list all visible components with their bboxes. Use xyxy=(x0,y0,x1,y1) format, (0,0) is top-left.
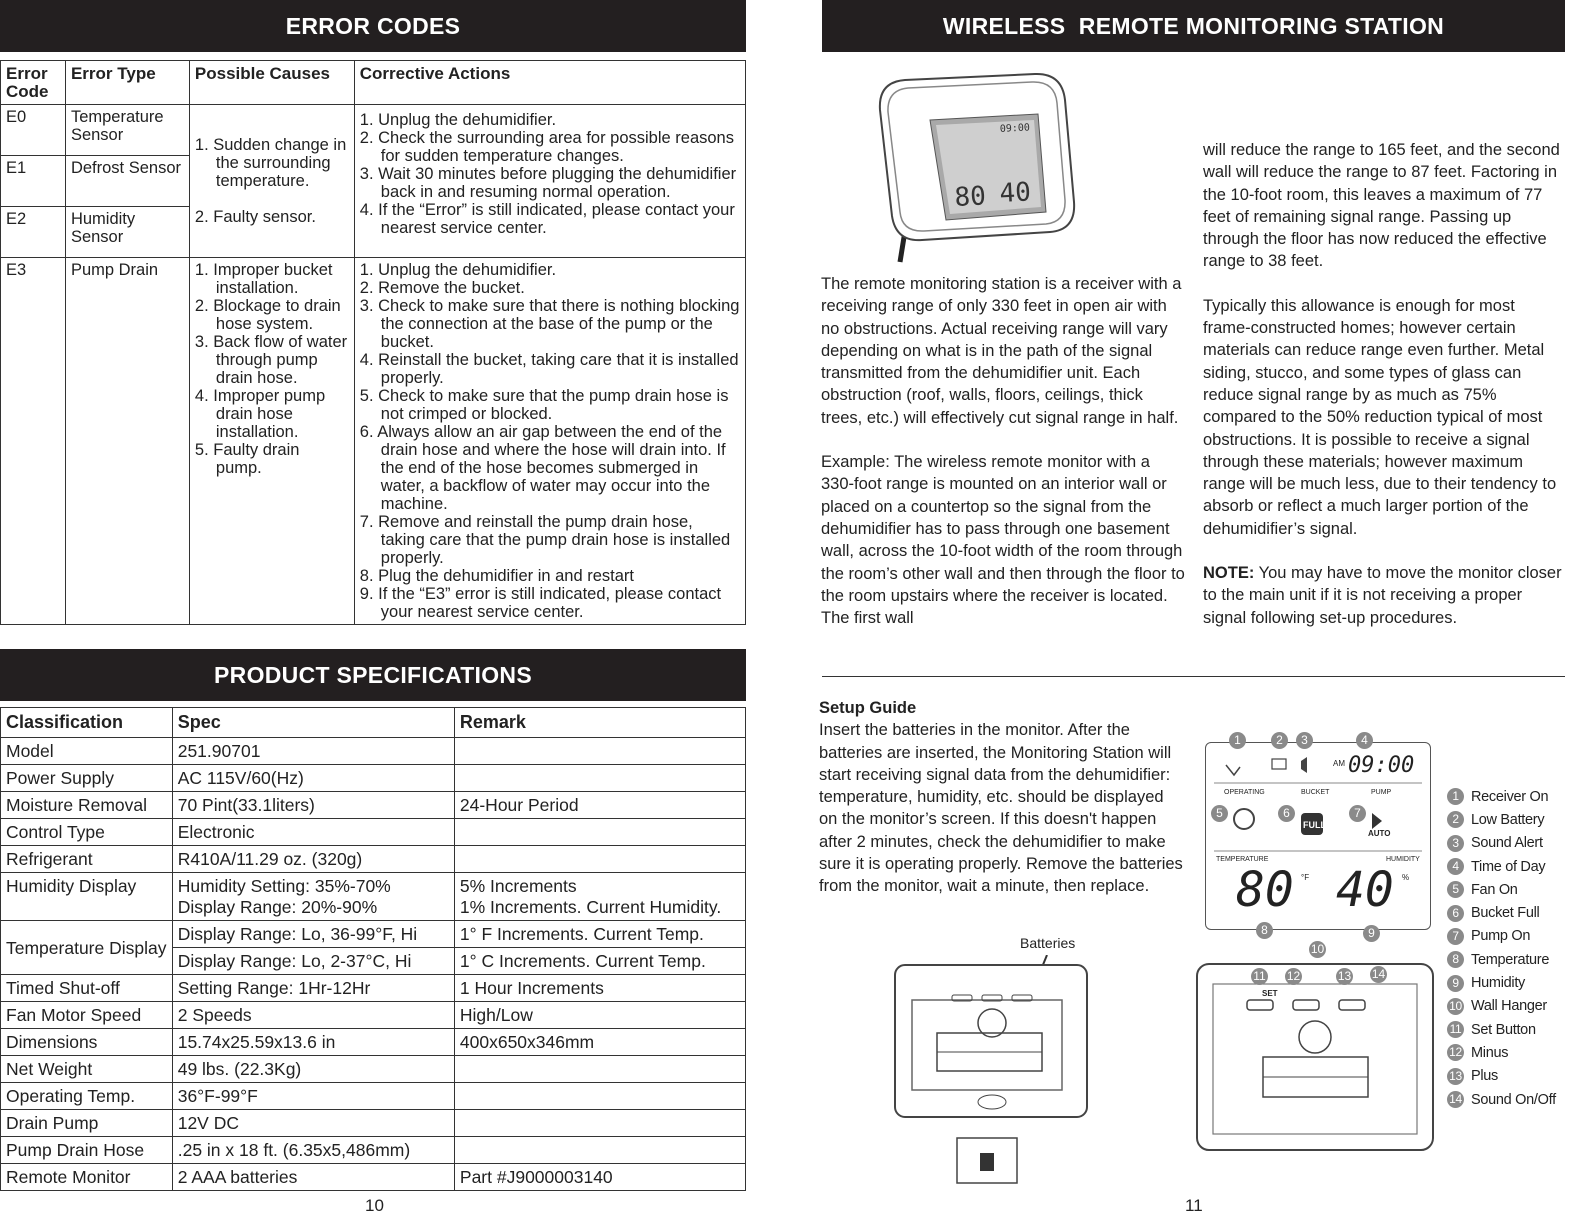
table-row xyxy=(1,792,746,819)
callout-14: 14 xyxy=(1371,967,1386,981)
table-cell: Remote Monitor xyxy=(1,1164,173,1191)
table-cell xyxy=(454,1056,745,1083)
legend-item xyxy=(1447,925,1556,948)
list-item: 1. Improper bucket installation. xyxy=(194,261,333,297)
table-cell: Electronic xyxy=(172,819,454,846)
table-cell: Humidity Display xyxy=(1,873,173,921)
table-cell xyxy=(172,873,454,921)
humidity-label: HUMIDITY xyxy=(1386,856,1420,863)
table-cell: High/Low xyxy=(454,1002,745,1029)
table-row xyxy=(1,873,746,921)
table-cell: Display Range: Lo, 36-99°F, Hi xyxy=(172,921,454,948)
table-cell: Pump Drain Hose xyxy=(1,1137,173,1164)
spec-line: Humidity Setting: 35%-70% xyxy=(177,876,391,896)
monitor-description-col1 xyxy=(821,273,1186,651)
temperature-readout: 80 xyxy=(1236,862,1294,918)
legend-label: Low Battery xyxy=(1471,811,1545,828)
table-header: Possible Causes xyxy=(189,61,354,105)
auto-indicator: AUTO xyxy=(1368,829,1391,838)
list-item: 9. If the “E3” error is still indicated, please contact your nearest service center. xyxy=(359,585,722,621)
table-cell: .25 in x 18 ft. (6.35x5,486mm) xyxy=(172,1137,454,1164)
table-cell: Net Weight xyxy=(1,1056,173,1083)
callout-11: 11 xyxy=(1251,968,1268,985)
legend-number: 14 xyxy=(1447,1091,1464,1108)
table-row xyxy=(1,1137,746,1164)
list-item: 3. Wait 30 minutes before plugging the dehumidifier back in and resuming normal operation. xyxy=(359,165,737,201)
legend-label: Plus xyxy=(1471,1068,1499,1085)
divider xyxy=(822,676,1565,677)
legend-item xyxy=(1447,971,1556,994)
table-cell: Fan Motor Speed xyxy=(1,1002,173,1029)
callout-8: 8 xyxy=(1256,922,1273,939)
error-type: Defrost Sensor xyxy=(65,156,189,207)
table-cell xyxy=(454,765,745,792)
callout-3: 3 xyxy=(1296,732,1313,749)
legend-item xyxy=(1447,995,1556,1018)
table-cell: 400x650x346mm xyxy=(454,1029,745,1056)
legend-item xyxy=(1447,832,1556,855)
table-cell: 1° C Increments. Current Temp. xyxy=(454,948,745,975)
legend-number: 3 xyxy=(1447,835,1464,852)
paragraph: The remote monitoring station is a receiver with a receiving range of only 330 feet in open air with no obstructions. Actual receiving range will vary depending on what is in the path of the signal transmitted from the dehumidifier unit. Each obstruction (roof, walls, floors, ceilings, thick trees, etc.) will effectively cut signal range in half. xyxy=(821,275,1182,427)
table-row xyxy=(1,1110,746,1137)
monitor-illustration xyxy=(860,70,1090,270)
svg-text:40: 40 xyxy=(998,177,1032,209)
bucket-label: BUCKET xyxy=(1301,789,1330,796)
error-code: E0 xyxy=(1,105,66,156)
list-item: 2. Blockage to drain hose system. xyxy=(194,297,341,333)
table-row xyxy=(1,765,746,792)
legend-label: Humidity xyxy=(1471,975,1525,992)
lcd-display-diagram xyxy=(1205,733,1431,940)
legend-number: 1 xyxy=(1447,788,1464,805)
table-cell xyxy=(454,873,745,921)
time-readout: 09:00 xyxy=(1348,753,1415,778)
table-cell: Refrigerant xyxy=(1,846,173,873)
error-type: Pump Drain xyxy=(65,258,189,625)
set-label: SET xyxy=(1262,989,1278,998)
remark-line: 1% Increments. Current Humidity. xyxy=(459,897,722,917)
table-cell: Timed Shut-off xyxy=(1,975,173,1002)
list-item: 2. Remove the bucket. xyxy=(359,279,525,297)
table-cell: 251.90701 xyxy=(172,738,454,765)
table-row xyxy=(1,1083,746,1110)
legend-item xyxy=(1447,1088,1556,1111)
legend-item xyxy=(1447,808,1556,831)
callout-7: 7 xyxy=(1349,805,1366,822)
legend-label: Fan On xyxy=(1471,881,1518,898)
list-item: 3. Check to make sure that there is nothing blocking the connection at the base of the pump or the bucket. xyxy=(359,297,740,351)
note-label: NOTE: xyxy=(1203,564,1255,583)
table-cell: Power Supply xyxy=(1,765,173,792)
table-cell xyxy=(454,1110,745,1137)
note-text: You may have to move the monitor closer to the main unit if it is not receiving a proper signal following set-up procedures. xyxy=(1203,564,1562,627)
legend-item xyxy=(1447,901,1556,924)
legend-item xyxy=(1447,878,1556,901)
table-cell: 15.74x25.59x13.6 in xyxy=(172,1029,454,1056)
legend-item xyxy=(1447,948,1556,971)
legend-label: Bucket Full xyxy=(1471,905,1540,922)
table-cell: Dimensions xyxy=(1,1029,173,1056)
table-header: Classification xyxy=(1,708,173,738)
list-item: 8. Plug the dehumidifier in and restart xyxy=(359,567,635,585)
legend-item xyxy=(1447,785,1556,808)
error-codes-table xyxy=(0,60,746,625)
legend-label: Minus xyxy=(1471,1044,1509,1061)
legend-item xyxy=(1447,855,1556,878)
callout-6: 6 xyxy=(1278,805,1295,822)
list-item: 5. Faulty drain pump. xyxy=(194,441,300,477)
legend-number: 13 xyxy=(1447,1068,1464,1085)
legend-number: 8 xyxy=(1447,951,1464,968)
legend-number: 6 xyxy=(1447,905,1464,922)
legend-label: Wall Hanger xyxy=(1471,998,1547,1015)
paragraph: will reduce the range to 165 feet, and the second wall will reduce the range to 87 feet. Factoring in the 10-foot room, this leaves a maximum of 77 feet of remaining signal range. Passing up through the floor has now reduced the effective range to 38 feet. xyxy=(1203,141,1560,271)
legend-label: Sound On/Off xyxy=(1471,1091,1556,1108)
table-row xyxy=(1,975,746,1002)
table-header: Error Type xyxy=(65,61,189,105)
table-cell: Temperature Display xyxy=(1,921,173,975)
legend-number: 12 xyxy=(1447,1044,1464,1061)
svg-text:80: 80 xyxy=(953,181,987,213)
note xyxy=(1203,562,1563,629)
list-item: 4. If the “Error” is still indicated, please contact your nearest service center. xyxy=(359,201,735,237)
error-code: E2 xyxy=(1,207,66,258)
page-number: 10 xyxy=(365,1196,384,1215)
svg-text:09:00: 09:00 xyxy=(999,122,1031,135)
possible-causes xyxy=(189,258,354,625)
legend-number: 2 xyxy=(1447,811,1464,828)
corrective-actions xyxy=(354,258,745,625)
list-item: 1. Unplug the dehumidifier. xyxy=(359,111,557,129)
list-item: 1. Sudden change in the surrounding temperature. xyxy=(194,136,347,190)
list-item: 6. Always allow an air gap between the end of the drain hose and where the hose will drain into. If the end of the hose becomes submerged in water, a backflow of water may occur into the machine. xyxy=(359,423,726,513)
spec-table xyxy=(0,707,746,1191)
table-cell xyxy=(454,819,745,846)
product-specs-header: PRODUCT SPECIFICATIONS xyxy=(0,649,746,701)
table-cell: Display Range: Lo, 2-37°C, Hi xyxy=(172,948,454,975)
list-item: 4. Improper pump drain hose installation. xyxy=(194,387,326,441)
table-cell: Setting Range: 1Hr-12Hr xyxy=(172,975,454,1002)
table-header: Corrective Actions xyxy=(354,61,745,105)
setup-guide-title: Setup Guide xyxy=(819,699,917,717)
table-cell xyxy=(454,846,745,873)
table-cell xyxy=(454,1137,745,1164)
monitor-description-col2 xyxy=(1203,139,1563,651)
table-cell: 2 AAA batteries xyxy=(172,1164,454,1191)
list-item: 5. Check to make sure that the pump drain hose is not crimped or blocked. xyxy=(359,387,729,423)
legend-label: Set Button xyxy=(1471,1021,1536,1038)
table-cell: Operating Temp. xyxy=(1,1083,173,1110)
error-code: E3 xyxy=(1,258,66,625)
list-item: 3. Back flow of water through pump drain hose. xyxy=(194,333,348,387)
batteries-label: Batteries xyxy=(1020,935,1076,951)
legend-item xyxy=(1447,1065,1556,1088)
list-item: 1. Unplug the dehumidifier. xyxy=(359,261,557,279)
legend-label: Receiver On xyxy=(1471,788,1549,805)
legend-label: Time of Day xyxy=(1471,858,1546,875)
setup-guide-text: Insert the batteries in the monitor. After the batteries are inserted, the Monitoring Station will start receiving signal data from the dehumidifier: temperature, humidity, etc. should be displayed on the monitor’s screen. If this doesn't happen after 2 minutes, check the dehumidifier to make sure it is operating properly. Remove the batteries from the monitor, wait a minute, then replace. xyxy=(819,721,1183,896)
table-cell: Moisture Removal xyxy=(1,792,173,819)
legend-number: 10 xyxy=(1447,998,1464,1015)
table-header: Spec xyxy=(172,708,454,738)
list-item: 7. Remove and reinstall the pump drain hose, taking care that the pump drain hose is installed properly. xyxy=(359,513,731,567)
legend-label: Sound Alert xyxy=(1471,835,1543,852)
table-cell xyxy=(454,738,745,765)
callout-4: 4 xyxy=(1356,732,1373,749)
temp-unit: °F xyxy=(1301,873,1310,882)
table-cell: 2 Speeds xyxy=(172,1002,454,1029)
table-row xyxy=(1,738,746,765)
legend-number: 11 xyxy=(1447,1021,1464,1038)
table-row xyxy=(1,819,746,846)
callout-5: 5 xyxy=(1211,805,1228,822)
pump-label: PUMP xyxy=(1371,789,1392,796)
legend-number: 5 xyxy=(1447,881,1464,898)
humidity-unit: % xyxy=(1402,873,1410,882)
callout-13: 13 xyxy=(1337,969,1352,983)
temperature-label: TEMPERATURE xyxy=(1216,856,1269,863)
table-row xyxy=(1,1164,746,1191)
table-cell: 24-Hour Period xyxy=(454,792,745,819)
callout-1: 1 xyxy=(1229,732,1246,749)
table-cell: 1 Hour Increments xyxy=(454,975,745,1002)
callout-2: 2 xyxy=(1271,732,1288,749)
legend-label: Pump On xyxy=(1471,928,1531,945)
table-header: Remark xyxy=(454,708,745,738)
table-cell: 36°F-99°F xyxy=(172,1083,454,1110)
list-item: 4. Reinstall the bucket, taking care that it is installed properly. xyxy=(359,351,739,387)
page-number: 11 xyxy=(1185,1196,1203,1215)
am-indicator: AM xyxy=(1333,759,1345,768)
table-cell xyxy=(454,1083,745,1110)
list-item: 2. Faulty sensor. xyxy=(194,208,316,226)
legend-number: 7 xyxy=(1447,928,1464,945)
table-cell: 1° F Increments. Current Temp. xyxy=(454,921,745,948)
table-cell: R410A/11.29 oz. (320g) xyxy=(172,846,454,873)
error-type: Temperature Sensor xyxy=(65,105,189,156)
table-row xyxy=(1,1029,746,1056)
table-row xyxy=(1,1056,746,1083)
table-row xyxy=(1,1002,746,1029)
table-cell: Control Type xyxy=(1,819,173,846)
monitor-buttons-diagram xyxy=(1195,962,1445,1154)
list-item: 2. Check the surrounding area for possible reasons for sudden temperature changes. xyxy=(359,129,734,165)
setup-guide xyxy=(819,697,1184,898)
error-type: Humidity Sensor xyxy=(65,207,189,258)
callout-10: 10 xyxy=(1310,942,1325,956)
table-cell: 70 Pint(33.1liters) xyxy=(172,792,454,819)
table-cell: 12V DC xyxy=(172,1110,454,1137)
legend-number: 9 xyxy=(1447,975,1464,992)
legend-label: Temperature xyxy=(1471,951,1550,968)
remark-line: 5% Increments xyxy=(459,876,577,896)
table-row xyxy=(1,846,746,873)
paragraph: Typically this allowance is enough for most frame-constructed homes; however certain materials can reduce range even further. Metal siding, stucco, and some types of glass can reduce signal range by as much as 75% compared to the 50% reduction typical of most obstructions. It is possible to receive a signal through these materials; however maximum range will be much less, due to their tendency to absorb or reflect a much larger portion of the dehumidifier’s signal. xyxy=(1203,296,1557,538)
humidity-readout: 40 xyxy=(1336,862,1394,918)
table-cell: AC 115V/60(Hz) xyxy=(172,765,454,792)
possible-causes xyxy=(189,105,354,258)
table-row xyxy=(1,921,746,948)
paragraph: Example: The wireless remote monitor with a 330-foot range is mounted on an interior wall or placed on a countertop so the signal from the dehumidifier has to pass through one basement wall, across the 10-foot width of the room through the room’s other wall and then through the floor to the room upstairs where the receiver is located. The first wall xyxy=(821,453,1185,628)
table-cell: Model xyxy=(1,738,173,765)
operating-label: OPERATING xyxy=(1224,789,1265,796)
display-legend xyxy=(1447,785,1556,1111)
table-cell: Drain Pump xyxy=(1,1110,173,1137)
corrective-actions xyxy=(354,105,745,258)
legend-number: 4 xyxy=(1447,858,1464,875)
full-indicator: FULL xyxy=(1303,820,1326,830)
error-codes-header: ERROR CODES xyxy=(0,0,746,52)
table-cell: 49 lbs. (22.3Kg) xyxy=(172,1056,454,1083)
monitor-back-diagram xyxy=(892,955,1092,1187)
spec-line: Display Range: 20%-90% xyxy=(177,897,378,917)
wireless-monitor-header: WIRELESS REMOTE MONITORING STATION xyxy=(822,0,1565,52)
callout-12: 12 xyxy=(1286,969,1301,983)
legend-item xyxy=(1447,1041,1556,1064)
legend-item xyxy=(1447,1018,1556,1041)
callout-9: 9 xyxy=(1363,925,1380,942)
error-code: E1 xyxy=(1,156,66,207)
table-header: Error Code xyxy=(1,61,66,105)
table-cell: Part #J9000003140 xyxy=(454,1164,745,1191)
